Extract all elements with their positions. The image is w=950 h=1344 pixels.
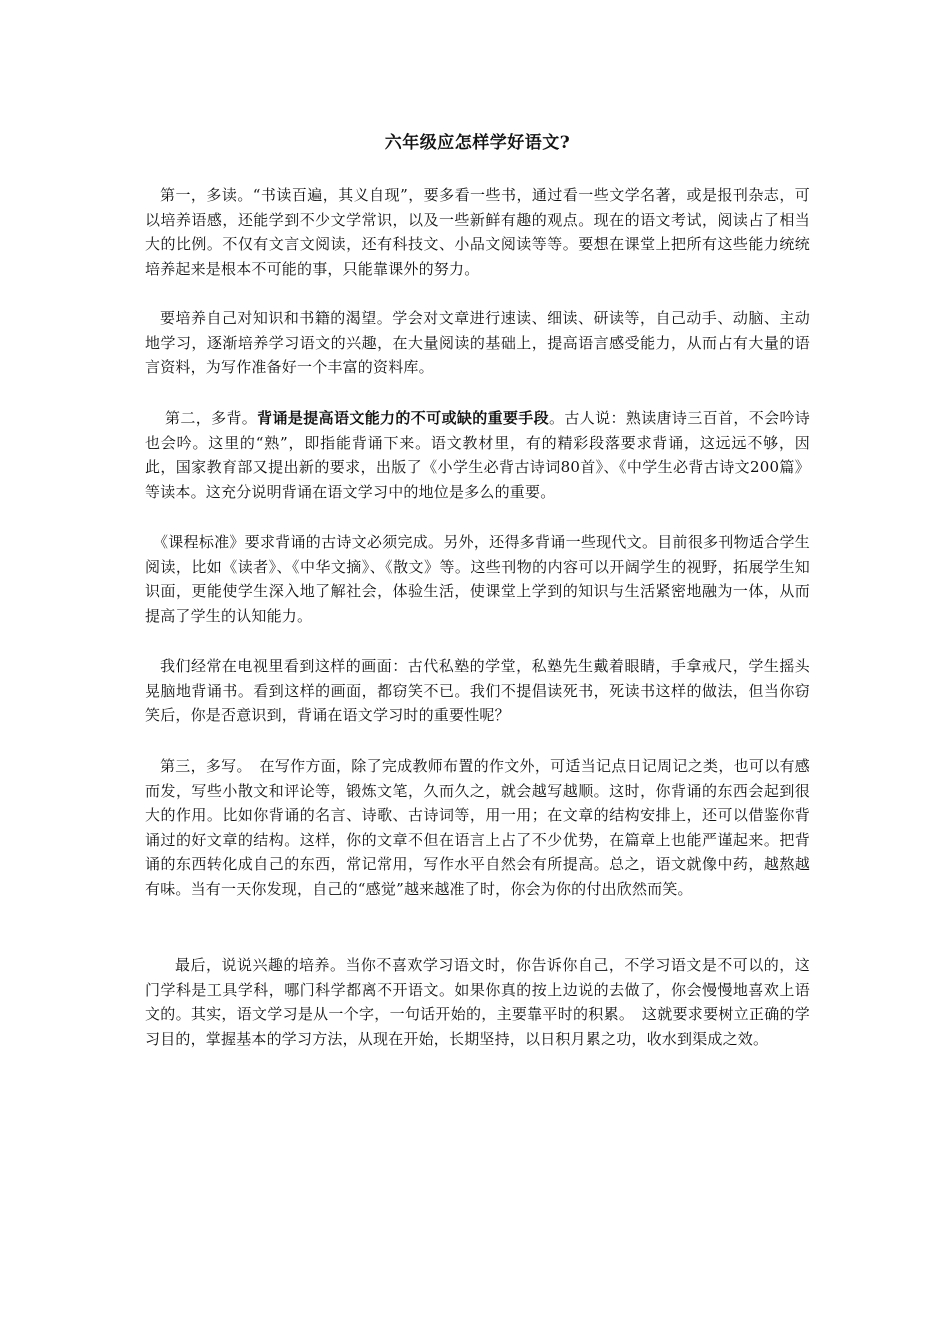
paragraph-interest: 最后，说说兴趣的培养。当你不喜欢学习语文时，你告诉你自己，不学习语文是不可以的，这门学科是工具学科，哪门科学都离不开语文。如果你真的按上边说的去做了，你会慢慢地喜欢上语文的。其实，语文学习是从一个字，一句话开始的，主要靠平时的积累。 这就要求要树立正确的学习目的，掌握基本的学习方法，从现在开始，长期坚持，以日积月累之功，收水到渠成之效。 xyxy=(145,956,810,1048)
paragraph-tv-scene: 我们经常在电视里看到这样的画面：古代私塾的学堂，私塾先生戴着眼睛，手拿戒尺，学生摇头晃脑地背诵书。看到这样的画面，都窃笑不已。我们不提倡读死书，死读书这样的做法，但当你窃笑后，你是否意识到，背诵在语文学习时的重要性呢？ xyxy=(145,657,810,724)
document-title: 六年级应怎样学好语文? xyxy=(384,133,571,153)
paragraph-body-text: 。古人说：熟读唐诗三百首，不会吟诗也会吟。这里的“熟”，即指能背诵下来。语文教材里，有的精彩段落要求背诵，这远远不够，因此，国家教育部又提出新的要求，出版了《小学生必背古诗词80首》、《中学生必背古诗文200篇》等读本。这充分说明背诵在语文学习中的地位是多么的重要。 xyxy=(145,409,811,501)
paragraph-curriculum-standard: 《课程标准》要求背诵的古诗文必须完成。另外，还得多背诵一些现代文。目前很多刊物适合学生阅读，比如《读者》、《中华文摘》、《散文》等。这些刊物的内容可以开阔学生的视野，拓展学生知识面，更能使学生深入地了解社会，体验生活，使课堂上学到的知识与生活紧密地融为一体，从而提高了学生的认知能力。 xyxy=(145,533,810,625)
paragraph-thirst-for-knowledge: 要培养自己对知识和书籍的渴望。学会对文章进行速读、细读、研读等，自己动手、动脑、主动地学习，逐渐培养学习语文的兴趣，在大量阅读的基础上，提高语言感受能力，从而占有大量的语言资料，为写作准备好一个丰富的资料库。 xyxy=(145,309,810,376)
paragraph-read-more: 第一，多读。“书读百遍，其义自现”，要多看一些书，通过看一些文学名著，或是报刊杂志，可以培养语感，还能学到不少文学常识，以及一些新鲜有趣的观点。现在的语文考试，阅读占了相当大的比例。不仅有文言文阅读，还有科技文、小品文阅读等等。要想在课堂上把所有这些能力统统培养起来是根本不可能的事，只能靠课外的努力。 xyxy=(145,186,810,278)
paragraph-write-more: 第三，多写。 在写作方面，除了完成教师布置的作文外，可适当记点日记周记之类，也可以有感而发，写些小散文和评论等，锻炼文笔，久而久之，就会越写越顺。这时，你背诵的东西会起到很大的作用。比如你背诵的名言、诗歌、古诗词等，用一用；在文章的结构安排上，还可以借鉴你背诵过的好文章的结构。这样，你的文章不但在语言上占了不少优势，在篇章上也能严谨起来。把背诵的东西转化成自己的东西，常记常用，写作水平自然会有所提高。总之，语文就像中药，越熬越有味。当有一天你发现，自己的“感觉”越来越准了时，你会为你的付出欣然而笑。 xyxy=(145,757,810,898)
paragraph-recite-more xyxy=(145,406,810,504)
emphasis-text: 背诵是提高语文能力的不可或缺的重要手段 xyxy=(257,409,550,427)
paragraph-lead-text: 第二，多背。 xyxy=(165,409,258,427)
